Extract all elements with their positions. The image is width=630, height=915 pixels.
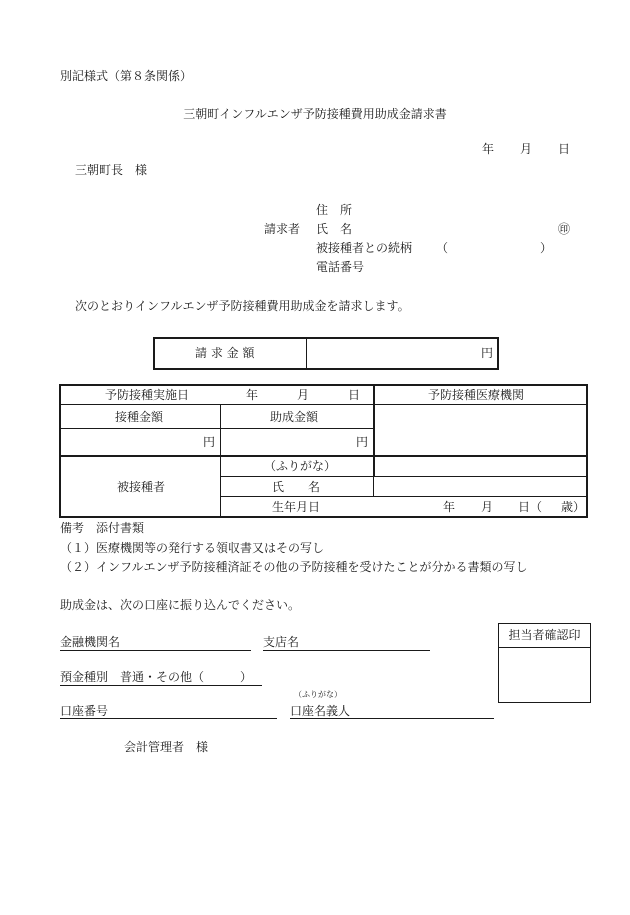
col-line-fee (220, 404, 221, 518)
staff-confirm-label: 担当者確認印 (508, 628, 581, 642)
col-line-institution (373, 384, 375, 476)
col-line-name (373, 476, 374, 496)
claimant-address-label: 住 所 (316, 203, 353, 217)
claim-amount-label: 請 求 金 額 (195, 346, 255, 360)
vacc-month-label: 月 (297, 388, 310, 402)
recipient-name-label: 氏 名 (272, 480, 321, 494)
birth-day-label: 日 (518, 500, 531, 514)
relation-close-paren: ） (540, 241, 553, 255)
deposit-type: 預金種別 普通・その他（ ） (60, 670, 253, 684)
vacc-date-label: 予防接種実施日 (105, 388, 190, 402)
holder-furigana-label: （ふりがな） (294, 690, 342, 699)
intro-text: 次のとおりインフルエンザ予防接種費用助成金を請求します。 (75, 299, 410, 313)
subsidy-label: 助成金額 (270, 410, 319, 424)
account-number-underline (60, 718, 277, 719)
row-line-5 (220, 496, 588, 497)
branch-label: 支店名 (263, 635, 300, 649)
phone-label: 電話番号 (316, 260, 365, 274)
date-year-label: 年 (482, 142, 495, 156)
page-title: 三朝町インフルエンザ予防接種費用助成金請求書 (183, 107, 447, 121)
row-line-1 (59, 404, 588, 405)
subsidy-yen: 円 (356, 435, 369, 449)
claimant-label: 請求者 (264, 222, 301, 236)
staff-confirm-divider (498, 647, 591, 648)
row-line-2 (59, 428, 374, 429)
account-holder-label: 口座名義人 (290, 704, 351, 718)
relation-open-paren: （ (436, 241, 449, 255)
birth-month-label: 月 (481, 500, 494, 514)
account-holder-underline (290, 718, 494, 719)
branch-underline (263, 650, 430, 651)
transfer-instruction: 助成金は、次の口座に振り込んでください。 (60, 598, 301, 612)
date-day-label: 日 (558, 142, 571, 156)
claim-yen: 円 (481, 346, 494, 360)
bank-name-underline (60, 650, 251, 651)
row-line-4 (220, 476, 588, 477)
remarks-label: 備考 添付書類 (60, 521, 145, 535)
claimant-name-label: 氏 名 (316, 222, 353, 236)
bank-name-label: 金融機関名 (60, 635, 121, 649)
account-number-label: 口座番号 (60, 704, 109, 718)
accountant-addressee: 会計管理者 様 (124, 740, 209, 754)
form-reference: 別記様式（第８条関係） (60, 69, 193, 83)
remarks-item-1: （１）医療機関等の発行する領収書又はその写し (60, 541, 325, 555)
birthdate-label: 生年月日 (272, 500, 321, 514)
age-open-paren: （ (530, 500, 543, 514)
vacc-fee-label: 接種金額 (115, 410, 164, 424)
age-label: 歳） (561, 500, 586, 514)
furigana-label: （ふりがな） (264, 459, 337, 473)
addressee: 三朝町長 様 (75, 163, 148, 177)
row-line-3 (59, 455, 588, 457)
recipient-label: 被接種者 (117, 480, 166, 494)
vacc-fee-yen: 円 (203, 435, 216, 449)
vacc-year-label: 年 (246, 388, 259, 402)
institution-label: 予防接種医療機関 (428, 388, 525, 402)
date-month-label: 月 (520, 142, 533, 156)
birth-year-label: 年 (443, 500, 456, 514)
claim-amount-divider (306, 337, 307, 370)
seal-mark: ㊞ (558, 222, 571, 236)
remarks-item-2: （２）インフルエンザ予防接種済証その他の予防接種を受けたことが分かる書類の写し (60, 560, 528, 574)
relation-label: 被接種者との続柄 (316, 241, 413, 255)
vacc-day-label: 日 (348, 388, 361, 402)
deposit-type-underline (60, 685, 262, 686)
